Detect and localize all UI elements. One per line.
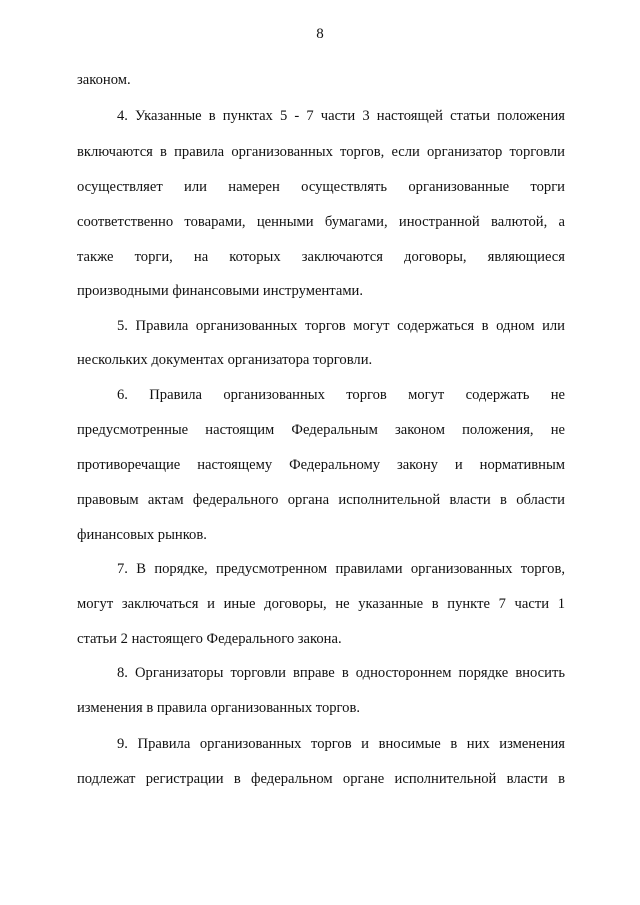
paragraph-4-line: включаются в правила организованных торгов, если организатор торговли [77, 144, 565, 160]
paragraph-4-line: производными финансовыми инструментами. [77, 283, 364, 299]
paragraph-6-line: предусмотренные настоящим Федеральным законом положения, не [77, 422, 565, 438]
paragraph-8-line: изменения в правила организованных торгов. [77, 700, 361, 716]
paragraph-4-line: осуществляет или намерен осуществлять организованные торги [77, 179, 565, 195]
paragraph-5-line: 5. Правила организованных торгов могут содержаться в одном или [117, 318, 565, 334]
page-number: 8 [316, 26, 324, 42]
paragraph-5-line: нескольких документах организатора торговли. [77, 352, 373, 368]
paragraph-9-line: подлежат регистрации в федеральном органе исполнительной власти в [77, 771, 565, 787]
paragraph-4-line: также торги, на которых заключаются договоры, являющиеся [77, 249, 565, 265]
paragraph-4-line: соответственно товарами, ценными бумагами, иностранной валютой, а [77, 214, 565, 230]
paragraph-9-line: 9. Правила организованных торгов и вносимые в них изменения [117, 736, 565, 752]
paragraph-6-line: 6. Правила организованных торгов могут содержать не [117, 387, 565, 403]
paragraph-4-line: 4. Указанные в пунктах 5 - 7 части 3 настоящей статьи положения [117, 108, 565, 124]
paragraph-6-line: правовым актам федерального органа исполнительной власти в области [77, 492, 565, 508]
paragraph-6-line: противоречащие настоящему Федеральному закону и нормативным [77, 457, 565, 473]
paragraph-8-line: 8. Организаторы торговли вправе в одностороннем порядке вносить [117, 665, 565, 681]
paragraph-7-line: статьи 2 настоящего Федерального закона. [77, 631, 342, 647]
paragraph-6-line: финансовых рынков. [77, 527, 207, 543]
text-line: законом. [77, 72, 131, 88]
paragraph-7-line: 7. В порядке, предусмотренном правилами организованных торгов, [117, 561, 565, 577]
paragraph-7-line: могут заключаться и иные договоры, не указанные в пункте 7 части 1 [77, 596, 565, 612]
